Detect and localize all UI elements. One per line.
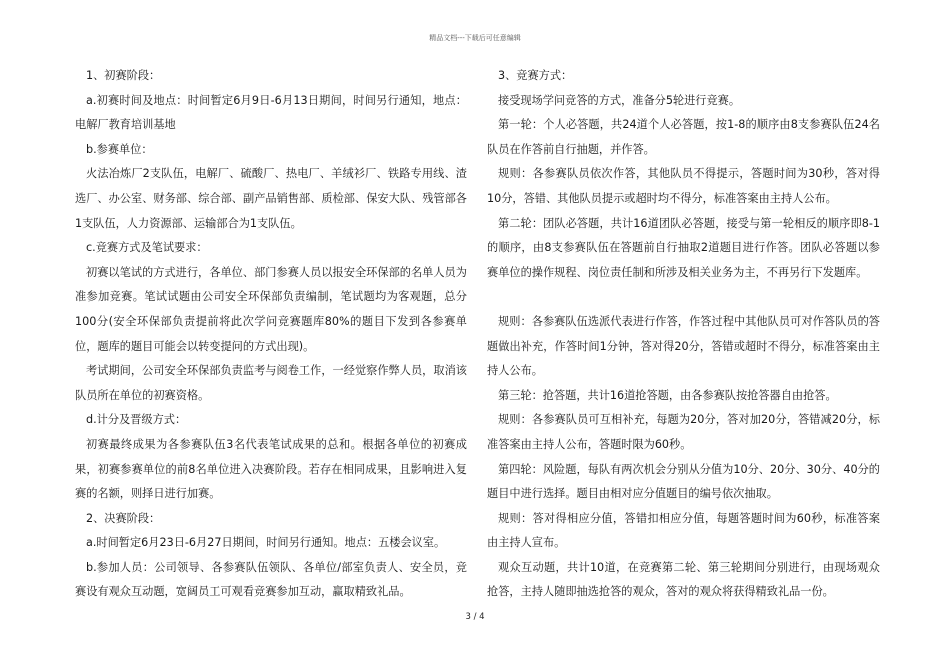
section-heading: 2、决赛阶段： bbox=[86, 511, 161, 525]
paragraph: 规则：各参赛队员可互相补充，每题为20分，答对加20分，答错减20分，标准答案由主持人公布，答题时限为60秒。 bbox=[487, 413, 880, 451]
paragraph: 规则：各参赛队员依次作答，其他队员不得提示，答题时间为30秒，答对得10分，答错、其他队员提示或超时均不得分，标准答案由主持人公布。 bbox=[487, 167, 880, 205]
section-heading: 1、初赛阶段： bbox=[86, 69, 161, 82]
paragraph: a.时间暂定6月23日-6月27日期间，时间另行通知。地点：五楼会议室。 bbox=[86, 536, 446, 550]
paragraph: 规则：答对得相应分值，答错扣相应分值，每题答题时间为60秒，标准答案由主持人宣布。 bbox=[487, 511, 880, 550]
right-column bbox=[487, 64, 880, 605]
paragraph: 规则：各参赛队伍选派代表进行作答，作答过程中其他队员可对作答队员的答题做出补充，作答时间1分钟，答对得20分，答错或超时不得分，标准答案由主持人公布。 bbox=[487, 314, 880, 378]
paragraph: 第一轮：个人必答题，共24道个人必答题，按1-8的顺序由8支参赛队伍24名队员在作答前自行抽题，并作答。 bbox=[487, 118, 880, 156]
section-heading: 3、竞赛方式： bbox=[498, 69, 573, 82]
paragraph: c.竞赛方式及笔试要求： bbox=[86, 241, 208, 255]
paragraph: 第二轮：团队必答题，共计16道团队必答题，接受与第一轮相反的顺序即8-1的顺序，由8支参赛队伍在答题前自行抽取2道题目进行作答。团队必答题以参赛单位的操作规程、岗位责任制和所涉及相关业务为主，不再另行下发题库。 bbox=[487, 216, 880, 279]
page-number: 3 / 4 bbox=[465, 612, 485, 622]
paragraph: 火法冶炼厂2支队伍，电解厂、硫酸厂、热电厂、羊绒衫厂、铁路专用线、渣选厂、办公室、财务部、综合部、副产品销售部、质检部、保安大队、残管部各1支队伍，人力资源部、运输部合为1支队伍。 bbox=[75, 167, 467, 230]
blank-line bbox=[487, 285, 880, 310]
paragraph: 第三轮：抢答题，共计16道抢答题，由各参赛队按抢答器自由抢答。 bbox=[498, 388, 837, 402]
paragraph: b.参赛单位： bbox=[86, 142, 153, 156]
paragraph: a.初赛时间及地点：时间暂定6月9日-6月13日期间，时间另行通知，地点：电解厂教育培训基地 bbox=[75, 93, 467, 132]
paragraph: 观众互动题，共计10道，在竞赛第二轮、第三轮期间分别进行，由现场观众抢答，主持人随即抽选抢答的观众，答对的观众将获得精致礼品一份。 bbox=[487, 560, 880, 599]
paragraph: 第四轮：风险题，每队有两次机会分别从分值为10分、20分、30分、40分的题目中进行选择。题目由相对应分值题目的编号依次抽取。 bbox=[487, 462, 880, 501]
paragraph: b.参加人员：公司领导、各参赛队伍领队、各单位/部室负责人、安全员，竞赛设有观众互动题，宽阔员工可观看竞赛参加互动，赢取精致礼品。 bbox=[75, 560, 467, 599]
left-column bbox=[75, 64, 467, 605]
paragraph: 考试期间，公司安全环保部负责监考与阅卷工作，一经觉察作弊人员，取消该队员所在单位的初赛资格。 bbox=[75, 364, 467, 402]
paragraph: d.计分及晋级方式： bbox=[86, 413, 187, 427]
paragraph: 接受现场学问竞答的方式，准备分5轮进行竞赛。 bbox=[498, 93, 741, 107]
paragraph: 初赛最终成果为各参赛队伍3名代表笔试成果的总和。根据各单位的初赛成果，初赛参赛单位的前8名单位进入决赛阶段。若存在相同成果，且影响进入复赛的名额，则择日进行加赛。 bbox=[75, 437, 467, 501]
page-header: 精品文档---下载后可任意编辑 bbox=[429, 34, 521, 42]
paragraph: 初赛以笔试的方式进行，各单位、部门参赛人员以报安全环保部的名单人员为准参加竞赛。笔试试题由公司安全环保部负责编制，笔试题均为客观题，总分 100分(安全环保部负责提前将此次学问竞赛题库80%的题目下发到各参赛单位，题库的题目可能会以转变提问的方式出现)。 bbox=[75, 265, 467, 353]
